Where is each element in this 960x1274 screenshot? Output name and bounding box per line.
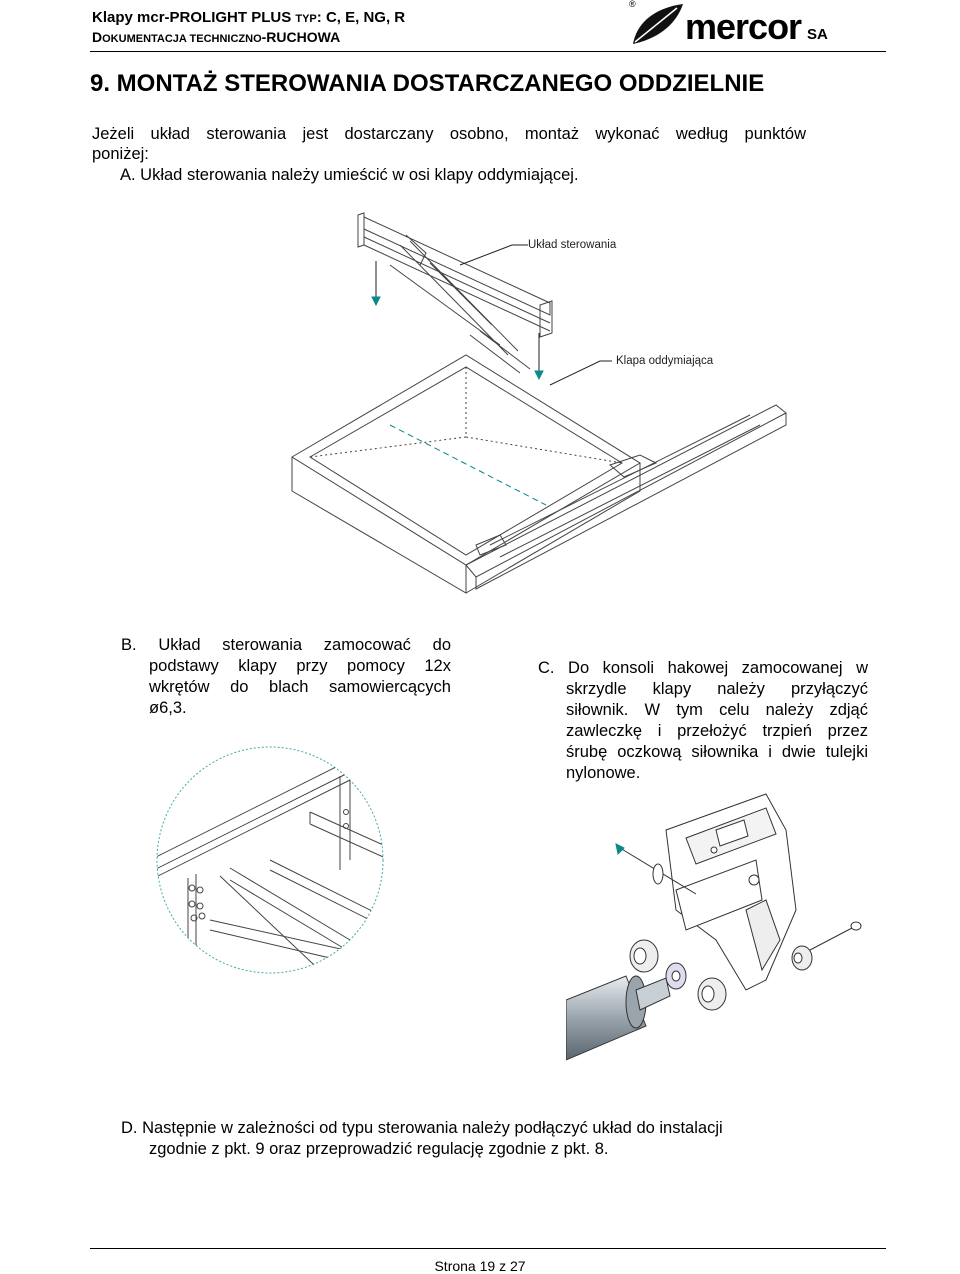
section-title: 9. MONTAŻ STEROWANIA DOSTARCZANEGO ODDZIELNIE [90, 70, 765, 97]
intro-line-1: Jeżeli układ sterowania jest dostarczany osobno, montaż wykonać według punktów [92, 125, 806, 143]
step-c-line-1: C. Do konsoli hakowej zamocowanej w [538, 659, 868, 677]
label-smoke-flap: Klapa oddymiająca [616, 355, 714, 367]
step-d-line-1: D. Następnie w zależności od typu sterowania należy podłączyć układ do instalacji [121, 1119, 723, 1137]
step-b-line-4: ø6,3. [149, 699, 187, 717]
figure-screw-mounting-detail [150, 740, 390, 980]
step-c-line-4: zawleczkę i przełożyć trzpień przez [566, 722, 868, 740]
label-control-unit: Układ sterowania [528, 239, 617, 251]
step-a-text: A. Układ sterowania należy umieścić w osi klapy oddymiającej. [120, 166, 579, 184]
header-divider [90, 51, 886, 52]
step-c-line-2: skrzydle klapy należy przyłączyć [566, 680, 868, 698]
figure-actuator-connection [566, 790, 871, 1070]
step-b-line-3: wkrętów do blach samowiercących [149, 678, 451, 696]
step-c-line-5: śrubę oczkową siłownika i dwie tulejki [566, 743, 868, 761]
step-b-line-2: podstawy klapy przy pomocy 12x [149, 657, 451, 675]
document-product-title: Klapy mcr-PROLIGHT PLUS TYP: C, E, NG, R [92, 9, 406, 26]
intro-line-2: poniżej: [92, 145, 149, 163]
document-type: DOKUMENTACJA TECHNICZNO-RUCHOWA [92, 29, 341, 45]
page-number: Strona 19 z 27 [434, 1258, 526, 1274]
step-d-line-2: zgodnie z pkt. 9 oraz przeprowadzić regulację zgodnie z pkt. 8. [149, 1140, 609, 1158]
mercor-logo: ® mercor SA [627, 0, 857, 50]
step-c-line-3: siłownik. W tym celu należy zdjąć [566, 701, 868, 719]
step-c-line-6: nylonowe. [566, 764, 641, 782]
footer-divider [90, 1248, 886, 1249]
figure-flap-assembly [280, 205, 800, 600]
step-b-line-1: B. Układ sterowania zamocować do [121, 636, 451, 654]
